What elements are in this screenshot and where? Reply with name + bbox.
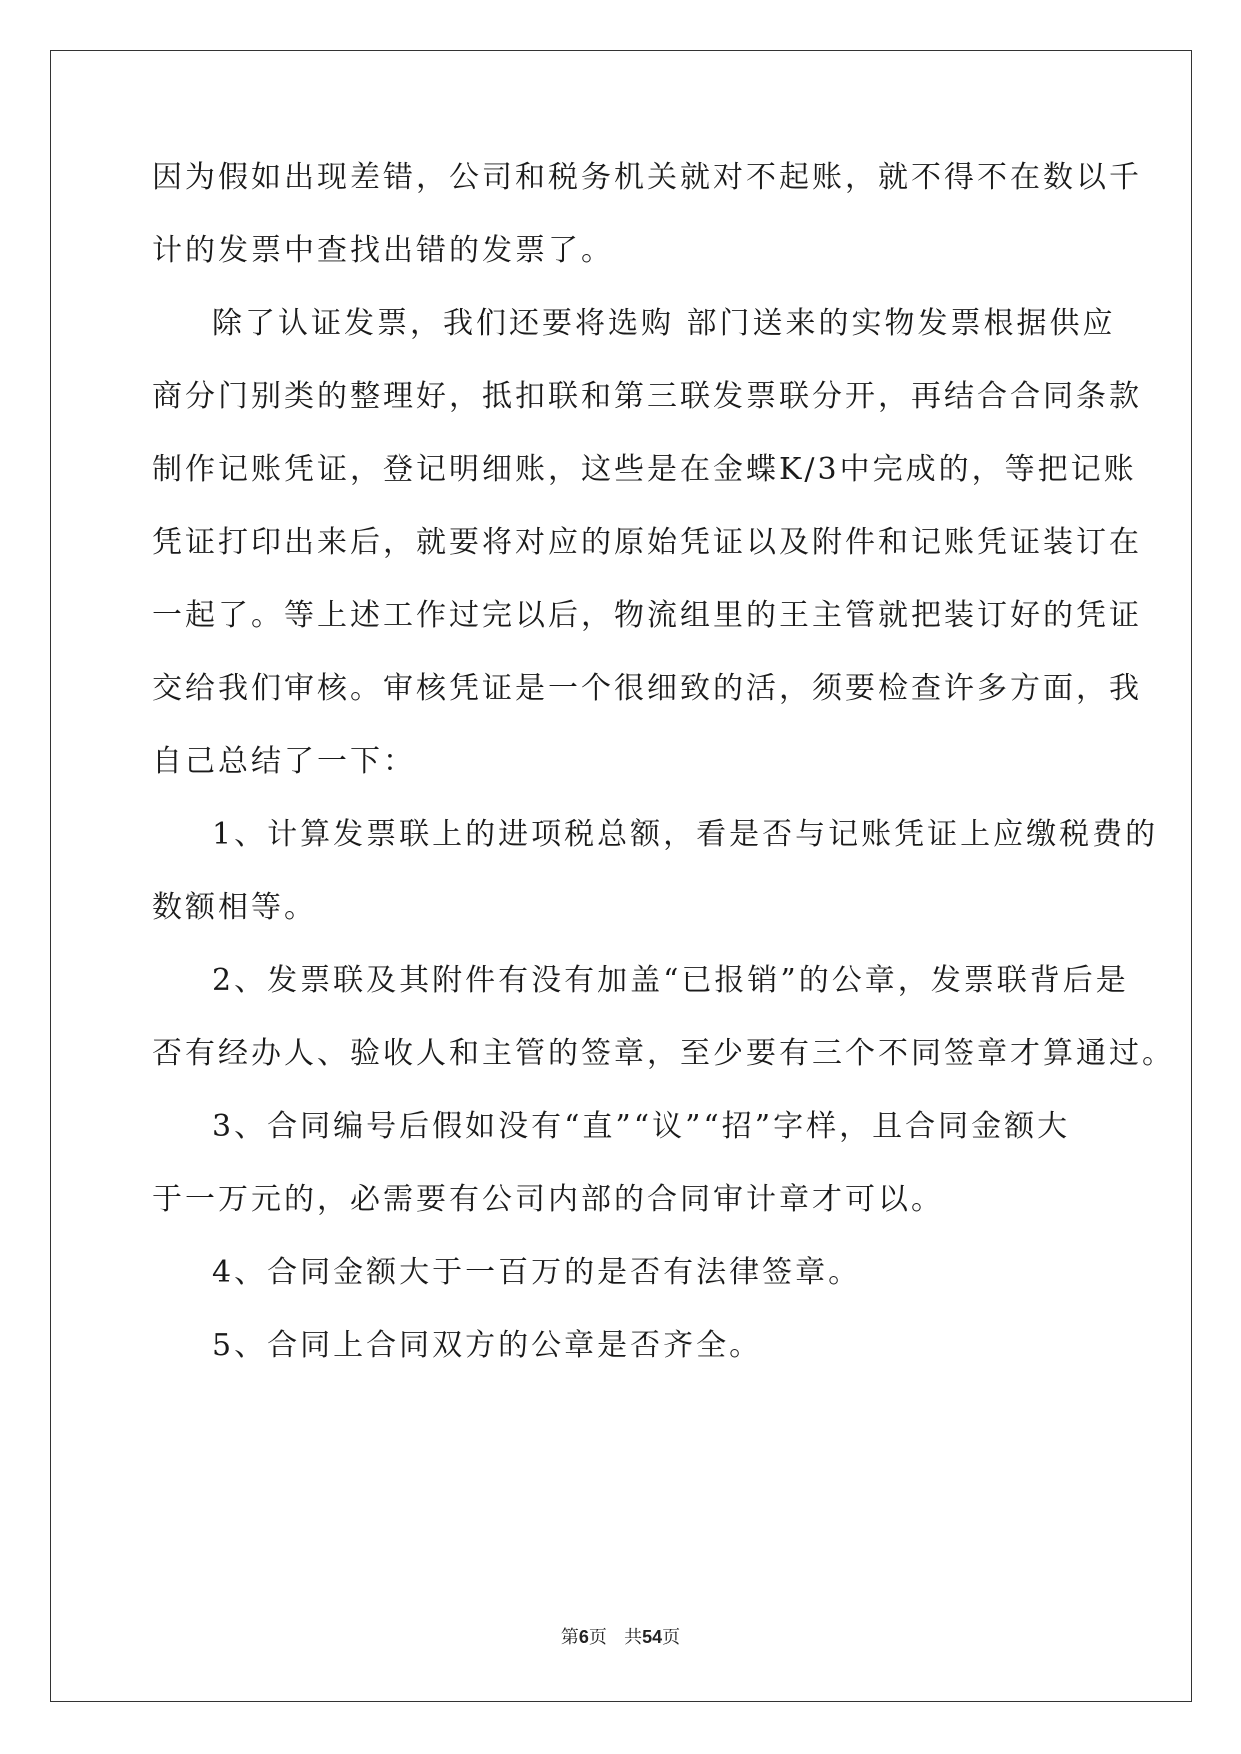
page-prefix: 第 xyxy=(560,1627,579,1648)
paragraph-start: 除了认证发票，我们还要将选购 部门送来的实物发票根据供应 xyxy=(212,306,1116,341)
text-line: 否有经办人、验收人和主管的签章，至少要有三个不同签章才算通过。 xyxy=(152,1036,1175,1071)
list-item-3: 3、合同编号后假如没有“直”“议”“招”字样，且合同金额大 xyxy=(212,1109,1071,1144)
text-line: 数额相等。 xyxy=(152,890,317,925)
text-line: 制作记账凭证，登记明细账，这些是在金蝶K/3中完成的，等把记账 xyxy=(152,452,1137,487)
text-line: 凭证打印出来后，就要将对应的原始凭证以及附件和记账凭证装订在 xyxy=(152,525,1142,560)
total-prefix: 共 xyxy=(624,1627,643,1648)
page-border xyxy=(50,50,1192,1702)
page-number: 6 xyxy=(578,1627,589,1647)
total-suffix: 页 xyxy=(662,1627,681,1648)
text-line: 交给我们审核。审核凭证是一个很细致的活，须要检查许多方面，我 xyxy=(152,671,1142,706)
text-line: 计的发票中查找出错的发票了。 xyxy=(152,233,614,268)
text-line: 自己总结了一下： xyxy=(152,744,416,779)
list-item-5: 5、合同上合同双方的公章是否齐全。 xyxy=(212,1328,763,1363)
text-line: 于一万元的，必需要有公司内部的合同审计章才可以。 xyxy=(152,1182,944,1217)
list-item-4: 4、合同金额大于一百万的是否有法律签章。 xyxy=(212,1255,862,1290)
text-line: 一起了。等上述工作过完以后，物流组里的王主管就把装订好的凭证 xyxy=(152,598,1142,633)
list-item-1: 1、计算发票联上的进项税总额，看是否与记账凭证上应缴税费的 xyxy=(212,817,1159,852)
page-suffix: 页 xyxy=(588,1627,607,1648)
text-line: 因为假如出现差错，公司和税务机关就对不起账，就不得不在数以千 xyxy=(152,160,1142,195)
list-item-2: 2、发票联及其附件有没有加盖“已报销”的公章，发票联背后是 xyxy=(212,963,1129,998)
total-pages: 54 xyxy=(642,1627,663,1647)
text-line: 商分门别类的整理好，抵扣联和第三联发票联分开，再结合合同条款 xyxy=(152,379,1142,414)
page-footer xyxy=(0,1626,1241,1649)
